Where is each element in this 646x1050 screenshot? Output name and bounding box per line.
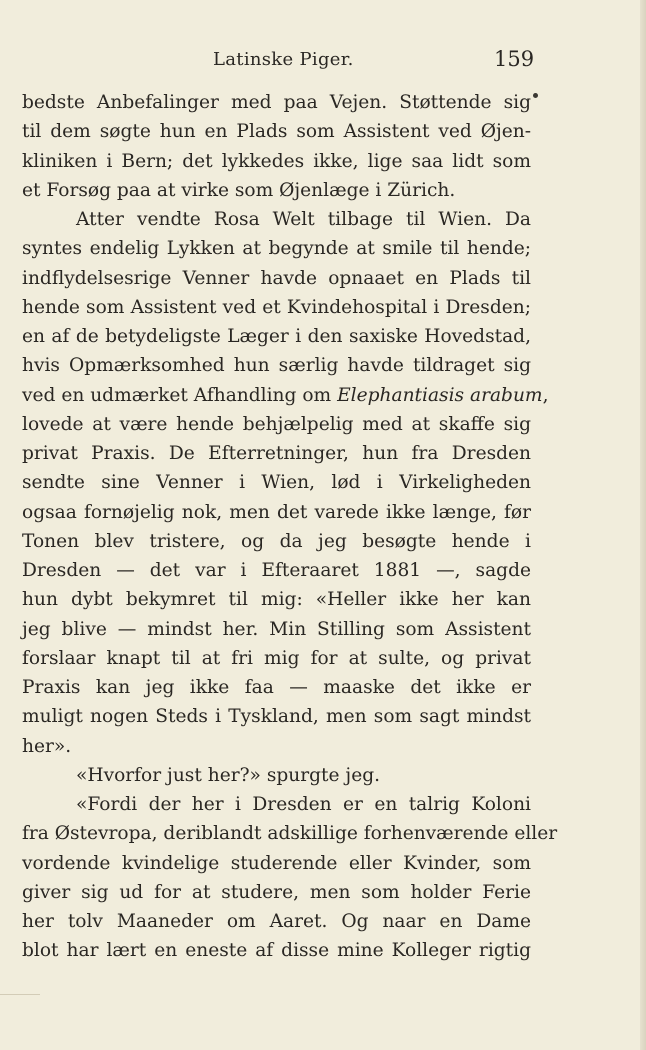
text-line: her tolv Maaneder om Aaret. Og naar en Dame <box>22 911 531 932</box>
text-line: et Forsøg paa at virke som Øjenlæge i Zürich. <box>22 179 456 201</box>
text-line: en af de betydeligste Læger i den saxiske Hovedstad, <box>22 326 531 347</box>
text-line: «Hvorfor just her?» spurgte jeg. <box>76 764 381 786</box>
text-line: muligt nogen Steds i Tyskland, men som sagt mindst <box>22 706 531 728</box>
text-line: til dem søgte hun en Plads som Assistent ved Øjen- <box>22 121 531 143</box>
text-line: ogsaa fornøjelig nok, men det varede ikke længe, før <box>22 501 531 523</box>
text-line: Tonen blev tristere, og da jeg besøgte hende i <box>22 530 531 552</box>
text-line: blot har lært en eneste af disse mine Kolleger rigtig <box>22 940 531 962</box>
text-line: giver sig ud for at studere, men som holder Ferie <box>22 881 531 903</box>
paper-crease <box>0 994 40 995</box>
text-line: indflydelsesrige Venner havde opnaaet en Plads til <box>22 267 531 289</box>
text-line: «Fordi der her i Dresden er en talrig Koloni <box>76 794 531 815</box>
text-line: hende som Assistent ved et Kvindehospital i Dresden; <box>22 296 531 318</box>
body-text <box>22 88 558 966</box>
page-number: 159 <box>494 47 535 71</box>
page-edge <box>640 0 646 1050</box>
running-head <box>0 47 646 77</box>
text-line: jeg blive — mindst her. Min Stilling som Assistent <box>22 618 531 640</box>
text-line: fra Østevropa, deriblandt adskillige forhenværende eller <box>22 823 558 845</box>
italic-term: Elephantiasis arabum <box>337 384 543 406</box>
text-line: lovede at være hende behjælpelig med at skaffe sig <box>22 413 531 435</box>
running-title: Latinske Piger. <box>213 49 354 70</box>
text-line: hun dybt bekymret til mig: «Heller ikke her kan <box>22 589 531 611</box>
text-line: Atter vendte Rosa Welt tilbage til Wien. Da <box>76 209 531 230</box>
text-line: privat Praxis. De Efterretninger, hun fra Dresden <box>22 443 531 464</box>
ink-spot <box>533 93 538 98</box>
text-line: Praxis kan jeg ikke faa — maaske det ikke er <box>22 677 531 698</box>
text-line: forslaar knapt til at fri mig for at sulte, og privat <box>22 647 531 669</box>
text-line: ved en udmærket Afhandling om Elephantiasis arabum, <box>22 384 549 406</box>
text-line: kliniken i Bern; det lykkedes ikke, lige saa lidt som <box>22 150 531 172</box>
text-line: bedste Anbefalinger med paa Vejen. Støttende sig <box>22 92 531 113</box>
text-line: sendte sine Venner i Wien, lød i Virkeligheden <box>22 472 531 494</box>
text-line: vordende kvindelige studerende eller Kvinder, som <box>22 852 531 874</box>
text-line: her». <box>22 735 72 757</box>
text-line: Dresden — det var i Efteraaret 1881 —, sagde <box>22 560 531 581</box>
text-line: hvis Opmærksomhed hun særlig havde tildraget sig <box>22 355 531 377</box>
text-line: syntes endelig Lykken at begynde at smile til hende; <box>22 238 531 260</box>
